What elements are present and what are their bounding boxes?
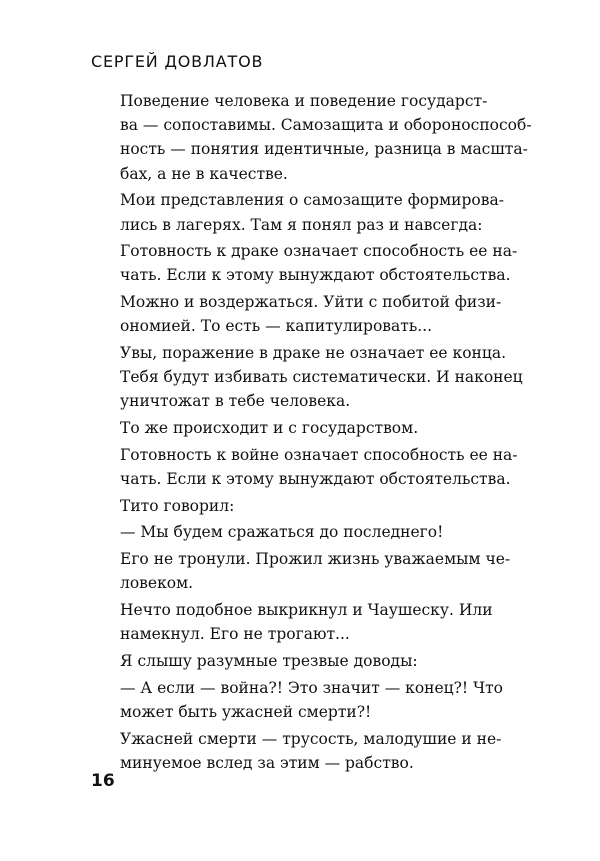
paragraph (91, 188, 521, 236)
text-line: лись в лагерях. Там я понял раз и навсегда: (120, 215, 483, 234)
paragraph (91, 290, 521, 338)
paragraph (91, 239, 521, 287)
text-line: ономией. То есть — капитулировать... (120, 317, 433, 336)
paragraph (91, 520, 521, 544)
text-line: уничтожат в тебе человека. (120, 392, 351, 411)
text-line: — Мы будем сражаться до последнего! (120, 523, 444, 542)
text-line: минуемое вслед за этим — рабство. (120, 753, 414, 772)
text-line: Тебя будут избивать систематически. И наконец (120, 368, 523, 387)
paragraph (91, 443, 521, 491)
paragraph (91, 416, 521, 440)
paragraph (91, 598, 521, 646)
paragraph (91, 494, 521, 518)
text-line: Его не тронули. Прожил жизнь уважаемым че- (120, 550, 511, 569)
text-line: Ужасней смерти — трусость, малодушие и не- (120, 729, 502, 748)
text-line: Увы, поражение в драке не означает ее конца. (120, 344, 506, 363)
body-text (91, 89, 532, 777)
paragraph (91, 676, 521, 724)
running-head-author: СЕРГЕЙ ДОВЛАТОВ (91, 52, 264, 71)
paragraph (91, 89, 532, 186)
paragraph (91, 727, 521, 775)
paragraph (91, 649, 521, 673)
text-line: Нечто подобное выкрикнул и Чаушеску. Или (120, 601, 493, 620)
text-line: ловеком. (120, 574, 194, 593)
text-line: может быть ужасней смерти?! (120, 702, 372, 721)
paragraph (91, 341, 521, 414)
text-line: бах, а не в качестве. (120, 164, 288, 183)
text-line: Тито говорил: (120, 496, 235, 515)
paragraph (91, 547, 521, 595)
text-line: Готовность к драке означает способность ее на- (120, 242, 518, 261)
text-line: Готовность к войне означает способность ее на- (120, 445, 518, 464)
text-line: Я слышу разумные трезвые доводы: (120, 651, 418, 670)
text-line: чать. Если к этому вынуждают обстоятельства. (120, 470, 511, 489)
page-number: 16 (91, 771, 115, 791)
text-line: ва — сопоставимы. Самозащита и обороноспособ- (120, 116, 532, 135)
text-line: Можно и воздержаться. Уйти с побитой физи- (120, 293, 502, 312)
text-line: То же происходит и с государством. (120, 419, 419, 438)
text-line: намекнул. Его не трогают... (120, 625, 350, 644)
text-line: — А если — война?! Это значит — конец?! Что (120, 678, 503, 697)
text-line: чать. Если к этому вынуждают обстоятельства. (120, 266, 511, 285)
text-line: ность — понятия идентичные, разница в масшта- (120, 140, 528, 159)
text-line: Мои представления о самозащите формирова- (120, 191, 504, 210)
text-line: Поведение человека и поведение государст- (120, 92, 488, 110)
